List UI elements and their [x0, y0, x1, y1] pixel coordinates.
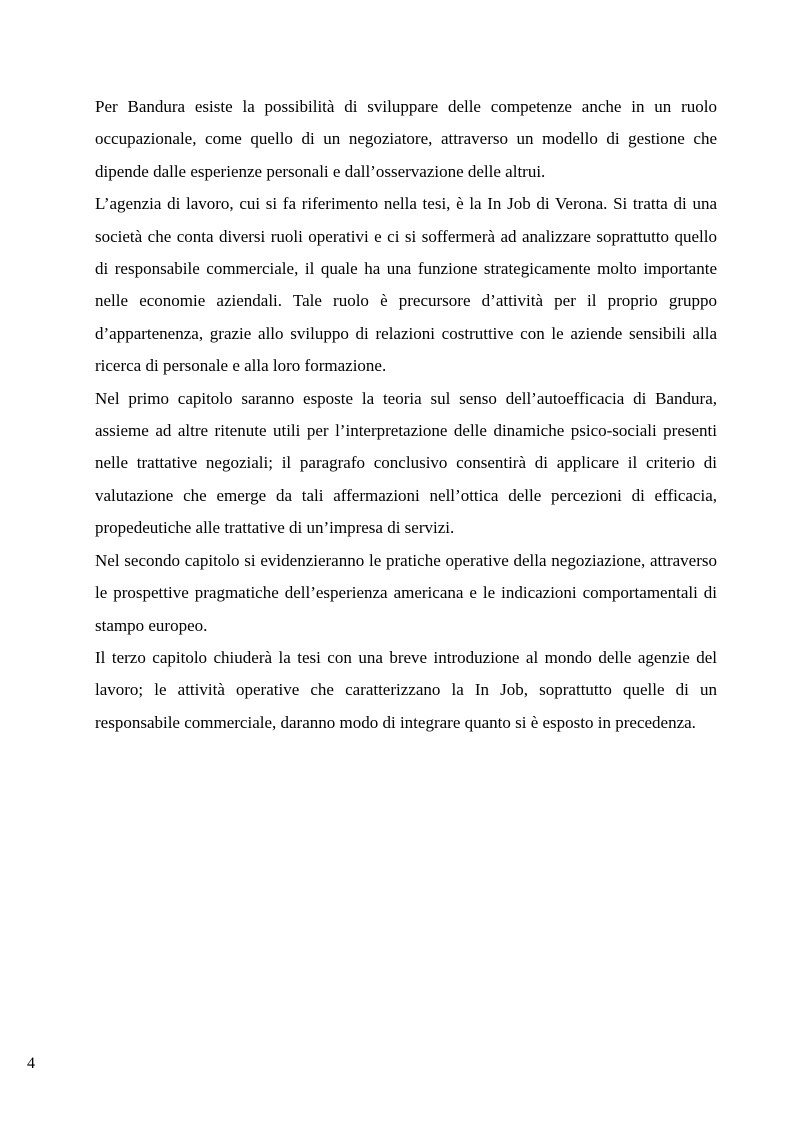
- body-text: [95, 91, 717, 739]
- paragraph-2: L’agenzia di lavoro, cui si fa riferimento nella tesi, è la In Job di Verona. Si tratta di una società che conta diversi ruoli operativi e ci si soffermerà ad analizzare soprattutto quello di responsabile commerciale, il quale ha una funzione strategicamente molto importante nelle economie aziendali. Tale ruolo è precursore d’attività per il proprio gruppo d’appartenenza, grazie allo sviluppo di relazioni costruttive con le aziende sensibili alla ricerca di personale e alla loro formazione.: [95, 194, 717, 376]
- paragraph-3: Nel primo capitolo saranno esposte la teoria sul senso dell’autoefficacia di Bandura, assieme ad altre ritenute utili per l’interpretazione delle dinamiche psico-sociali presenti nelle trattative negoziali; il paragrafo conclusivo consentirà di applicare il criterio di valutazione che emerge da tali affermazioni nell’ottica delle percezioni di efficacia, propedeutiche alle trattative di un’impresa di servizi.: [95, 388, 717, 538]
- paragraph-1: Per Bandura esiste la possibilità di sviluppare delle competenze anche in un ruolo occupazionale, come quello di un negoziatore, attraverso un modello di gestione che dipende dalle esperienze personali e dall’osservazione delle altrui.: [95, 97, 717, 181]
- page-number: 4: [27, 1055, 35, 1072]
- paragraph-4: Nel secondo capitolo si evidenzieranno le pratiche operative della negoziazione, attraverso le prospettive pragmatiche dell’esperienza americana e le indicazioni comportamentali di stampo europeo.: [95, 550, 717, 635]
- paragraph-5: Il terzo capitolo chiuderà la tesi con una breve introduzione al mondo delle agenzie del lavoro; le attività operative che caratterizzano la In Job, soprattutto quelle di un responsabile commerciale, daranno modo di integrare quanto si è esposto in precedenza.: [95, 647, 717, 732]
